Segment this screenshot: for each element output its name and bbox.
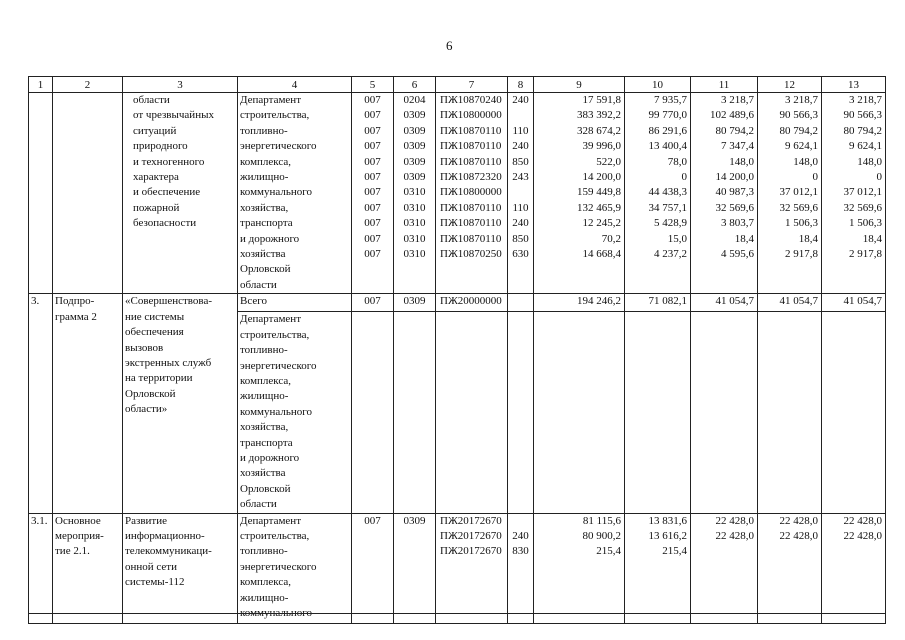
header-cell: 5 bbox=[352, 77, 394, 93]
cell-line: 80 794,2 bbox=[843, 124, 882, 137]
header-cell: 4 bbox=[238, 77, 352, 93]
header-row bbox=[29, 77, 886, 93]
cell-line: ПЖ10800000 bbox=[440, 186, 502, 199]
cell-vr bbox=[508, 93, 534, 294]
cell-line: онной сети bbox=[125, 560, 178, 573]
header-cell: 12 bbox=[758, 77, 822, 93]
header-cell: 8 bbox=[508, 77, 534, 93]
cell-line: 0309 bbox=[403, 171, 426, 184]
cell-line: 9 624,1 bbox=[849, 140, 882, 153]
cell-line: 383 392,2 bbox=[577, 109, 621, 122]
cell-line: системы-112 bbox=[125, 576, 185, 589]
cell-line: 630 bbox=[512, 248, 529, 261]
cell-line: хозяйства, bbox=[240, 421, 289, 434]
cell-year2 bbox=[691, 513, 758, 623]
cell-line: «Совершенствова- bbox=[125, 295, 212, 308]
cell-line: ние системы bbox=[125, 310, 185, 323]
cell-total bbox=[534, 312, 625, 513]
cell-year4 bbox=[822, 312, 886, 513]
cell-line: топливно- bbox=[240, 124, 288, 137]
cell-line: 148,0 bbox=[857, 155, 882, 168]
cell-line: 86 291,6 bbox=[648, 124, 687, 137]
cell-line: 12 245,2 bbox=[582, 217, 621, 230]
cell-line: 007 bbox=[364, 514, 381, 527]
cell-line: 522,0 bbox=[596, 155, 621, 168]
cell-line: 0 bbox=[681, 171, 687, 184]
cell-line: на территории bbox=[125, 372, 193, 385]
cell-line: 81 115,6 bbox=[582, 514, 621, 527]
cell-line: 40 987,3 bbox=[715, 186, 754, 199]
header-cell: 9 bbox=[534, 77, 625, 93]
cell-line: 215,4 bbox=[596, 545, 621, 558]
cell-line: ПЖ10870110 bbox=[440, 155, 502, 168]
cell-csr bbox=[436, 93, 508, 294]
cell-year2 bbox=[691, 312, 758, 513]
cell-line: обеспечения bbox=[125, 326, 184, 339]
budget-table bbox=[28, 76, 886, 624]
cell-line: коммунального bbox=[240, 607, 312, 619]
cell-line: 99 770,0 bbox=[648, 109, 687, 122]
cell-rzpr: 0309 bbox=[394, 294, 436, 312]
cell-line: 007 bbox=[364, 201, 381, 214]
header-cell: 7 bbox=[436, 77, 508, 93]
cell-line: Основное bbox=[55, 514, 101, 527]
cell-line: 34 757,1 bbox=[648, 201, 687, 214]
cell-line: информационно- bbox=[125, 529, 205, 542]
cell-line: транспорта bbox=[240, 217, 293, 230]
cell-line: 240 bbox=[512, 529, 529, 542]
cell-line: 110 bbox=[512, 201, 529, 214]
cell-line: 17 591,8 bbox=[582, 94, 621, 106]
cell-line: 4 237,2 bbox=[654, 248, 687, 261]
cell-line: 7 935,7 bbox=[654, 94, 687, 106]
cell-line: жилищно- bbox=[240, 390, 289, 403]
cell-line: 14 200,0 bbox=[582, 171, 621, 184]
cell-line: 243 bbox=[512, 171, 529, 184]
cell-line: энергетического bbox=[240, 560, 317, 573]
cell-line: 90 566,3 bbox=[843, 109, 882, 122]
cell-total bbox=[534, 93, 625, 294]
cell-line: 7 347,4 bbox=[721, 140, 754, 153]
cell-year2: 41 054,7 bbox=[691, 294, 758, 312]
cell-line: природного bbox=[133, 140, 188, 153]
cell-rzpr bbox=[394, 312, 436, 513]
header-cell: 3 bbox=[123, 77, 238, 93]
cell-total bbox=[534, 513, 625, 623]
header-cell: 11 bbox=[691, 77, 758, 93]
cell-line: 80 794,2 bbox=[779, 124, 818, 137]
cell-line: ситуаций bbox=[133, 124, 177, 137]
cell-program bbox=[53, 513, 123, 623]
cell-line: 39 996,0 bbox=[582, 140, 621, 153]
table-row bbox=[29, 294, 886, 312]
cell-line: ПЖ10870110 bbox=[440, 140, 502, 153]
cell-line: 0 bbox=[812, 171, 818, 184]
cell-line: 3 803,7 bbox=[721, 217, 754, 230]
header-cell: 2 bbox=[53, 77, 123, 93]
cell-line: комплекса, bbox=[240, 155, 292, 168]
cell-line: области bbox=[240, 278, 277, 291]
cell-line: области» bbox=[125, 403, 168, 416]
cell-line: 007 bbox=[364, 186, 381, 199]
cell-line: 44 438,3 bbox=[648, 186, 687, 199]
cell-line: транспорта bbox=[240, 436, 293, 449]
cell-year3 bbox=[758, 312, 822, 513]
cell-line: 22 428,0 bbox=[779, 514, 818, 527]
cell-line: 13 616,2 bbox=[648, 529, 687, 542]
cell-line: области bbox=[133, 94, 170, 106]
cell-line: 159 449,8 bbox=[577, 186, 621, 199]
cell-line: Департамент bbox=[240, 514, 302, 527]
cell-line: 0310 bbox=[403, 248, 426, 261]
cell-line: 80 900,2 bbox=[582, 529, 621, 542]
cell-line: 18,4 bbox=[798, 232, 818, 245]
cell-line: 4 595,6 bbox=[721, 248, 754, 261]
cell-line: 0309 bbox=[403, 109, 426, 122]
cell-title bbox=[123, 294, 238, 513]
cell-line: 830 bbox=[512, 545, 529, 558]
cell-line: хозяйства bbox=[240, 467, 286, 480]
cell-line: комплекса, bbox=[240, 374, 292, 387]
cell-line: характера bbox=[133, 171, 179, 184]
cell-line: 9 624,1 bbox=[785, 140, 818, 153]
cell-line: 240 bbox=[512, 217, 529, 230]
cell-line: 2 917,8 bbox=[785, 248, 818, 261]
cell-line: пожарной bbox=[133, 201, 180, 214]
cell-line: 3 218,7 bbox=[849, 94, 882, 106]
cell-line: 32 569,6 bbox=[843, 201, 882, 214]
cell-line: 110 bbox=[512, 124, 529, 137]
cell-line: Орловской bbox=[240, 482, 291, 495]
cell-line: Развитие bbox=[125, 514, 168, 527]
cell-year1: 71 082,1 bbox=[625, 294, 691, 312]
cell-line: 850 bbox=[512, 155, 529, 168]
cell-line: 1 506,3 bbox=[849, 217, 882, 230]
cell-line: 80 794,2 bbox=[715, 124, 754, 137]
cell-line: 240 bbox=[512, 94, 529, 106]
cell-line: 32 569,6 bbox=[715, 201, 754, 214]
cell-line bbox=[510, 514, 531, 529]
cell-line: 0204 bbox=[403, 94, 426, 106]
cell-line: и техногенного bbox=[133, 155, 205, 168]
cell-line: от чрезвычайных bbox=[133, 109, 214, 122]
cell-line: Орловской bbox=[125, 387, 176, 400]
cell-title bbox=[123, 93, 238, 294]
cell-grbs bbox=[352, 513, 394, 623]
cell-line: 22 428,0 bbox=[843, 529, 882, 542]
cell-year4 bbox=[822, 513, 886, 623]
cell-line: и обеспечение bbox=[133, 186, 201, 199]
header-cell: 6 bbox=[394, 77, 436, 93]
cell-line: телекоммуникаци- bbox=[125, 545, 212, 558]
cell-year1 bbox=[625, 312, 691, 513]
cell-line: вызовов bbox=[125, 341, 164, 354]
cell-line: 0309 bbox=[403, 140, 426, 153]
cell-csr bbox=[436, 513, 508, 623]
cell-line: 007 bbox=[364, 124, 381, 137]
cell-line: 240 bbox=[512, 140, 529, 153]
cell-line: Департамент bbox=[240, 313, 302, 326]
cell-line: 0310 bbox=[403, 186, 426, 199]
cell-line: ПЖ10870110 bbox=[440, 201, 502, 214]
cell-line: 14 200,0 bbox=[715, 171, 754, 184]
cell-year1 bbox=[625, 93, 691, 294]
cell-line: 22 428,0 bbox=[843, 514, 882, 527]
cell-line: ПЖ10870110 bbox=[440, 124, 502, 137]
cell-line: грамма 2 bbox=[55, 310, 97, 323]
cell-line: коммунального bbox=[240, 405, 312, 418]
cell-line: и дорожного bbox=[240, 451, 300, 464]
cell-line: 850 bbox=[512, 232, 529, 245]
header-cell: 13 bbox=[822, 77, 886, 93]
cell-line: ПЖ10870250 bbox=[440, 248, 502, 261]
cell-line: ПЖ10800000 bbox=[440, 109, 502, 122]
cell-line: 37 012,1 bbox=[779, 186, 818, 199]
cell-line: 102 489,6 bbox=[710, 109, 754, 122]
cell-line: 215,4 bbox=[662, 545, 687, 558]
cell-line: 90 566,3 bbox=[779, 109, 818, 122]
table-row bbox=[29, 93, 886, 294]
cell-rzpr bbox=[394, 513, 436, 623]
cell-line: Подпро- bbox=[55, 295, 95, 308]
cell-line: комплекса, bbox=[240, 576, 292, 589]
cell-line bbox=[824, 544, 882, 559]
table-row bbox=[29, 513, 886, 623]
cell-line: тие 2.1. bbox=[55, 545, 90, 558]
cell-line: 0310 bbox=[403, 201, 426, 214]
cell-line: Департамент bbox=[240, 94, 302, 106]
cell-line: 13 831,6 bbox=[648, 514, 687, 527]
cell-rzpr bbox=[394, 93, 436, 294]
cell-executor bbox=[238, 312, 352, 513]
cell-line: 0309 bbox=[403, 514, 426, 527]
cell-line: хозяйства, bbox=[240, 201, 289, 214]
cell-program bbox=[53, 294, 123, 513]
cell-total: 194 246,2 bbox=[534, 294, 625, 312]
cell-vr bbox=[508, 312, 534, 513]
cell-line: области bbox=[240, 498, 277, 511]
cell-line: 5 428,9 bbox=[654, 217, 687, 230]
cell-line: 007 bbox=[364, 232, 381, 245]
cell-line: 148,0 bbox=[729, 155, 754, 168]
header-cell: 10 bbox=[625, 77, 691, 93]
cell-year3 bbox=[758, 513, 822, 623]
cell-number bbox=[29, 93, 53, 294]
cell-line: 18,4 bbox=[734, 232, 754, 245]
cell-line: 14 668,4 bbox=[582, 248, 621, 261]
cell-year4 bbox=[822, 93, 886, 294]
cell-line bbox=[693, 544, 754, 559]
cell-csr: ПЖ20000000 bbox=[436, 294, 508, 312]
cell-vr bbox=[508, 294, 534, 312]
cell-line: экстренных служб bbox=[125, 356, 212, 369]
cell-line: Орловской bbox=[240, 263, 291, 276]
cell-line: 007 bbox=[364, 155, 381, 168]
cell-line bbox=[510, 185, 531, 200]
cell-year4: 41 054,7 bbox=[822, 294, 886, 312]
cell-line bbox=[760, 544, 818, 559]
cell-year2 bbox=[691, 93, 758, 294]
cell-title bbox=[123, 513, 238, 623]
cell-line: 0 bbox=[876, 171, 882, 184]
cell-line: 328 674,2 bbox=[577, 124, 621, 137]
cell-number: 3.1. bbox=[29, 513, 53, 623]
cell-line: 007 bbox=[364, 171, 381, 184]
cell-line: 0310 bbox=[403, 217, 426, 230]
cell-year3 bbox=[758, 93, 822, 294]
cell-line: 70,2 bbox=[601, 232, 621, 245]
cell-line: 13 400,4 bbox=[648, 140, 687, 153]
cell-line: 22 428,0 bbox=[715, 514, 754, 527]
cell-line: 15,0 bbox=[667, 232, 687, 245]
cell-line: ПЖ10872320 bbox=[440, 171, 502, 184]
page-number: 6 bbox=[446, 38, 453, 53]
cell-executor-total: Всего bbox=[238, 294, 352, 312]
cell-line: 0309 bbox=[403, 155, 426, 168]
cell-program bbox=[53, 93, 123, 294]
cell-line: ПЖ10870110 bbox=[440, 232, 502, 245]
cell-grbs bbox=[352, 312, 394, 513]
cell-line: энергетического bbox=[240, 140, 317, 153]
cell-line: топливно- bbox=[240, 545, 288, 558]
cell-line: 1 506,3 bbox=[785, 217, 818, 230]
cell-line: строительства, bbox=[240, 328, 310, 341]
cell-line: 32 569,6 bbox=[779, 201, 818, 214]
cell-line: 007 bbox=[364, 109, 381, 122]
cell-line: жилищно- bbox=[240, 591, 289, 604]
cell-executor bbox=[238, 513, 352, 623]
header-cell: 1 bbox=[29, 77, 53, 93]
cell-line: ПЖ10870110 bbox=[440, 217, 502, 230]
cell-line: мероприя- bbox=[55, 529, 104, 542]
cell-line: 007 bbox=[364, 140, 381, 153]
cell-line: 18,4 bbox=[862, 232, 882, 245]
cell-line: жилищно- bbox=[240, 171, 289, 184]
cell-line: хозяйства bbox=[240, 248, 286, 261]
cell-line: ПЖ20172670 bbox=[440, 514, 502, 527]
cell-line: 0309 bbox=[403, 124, 426, 137]
cell-vr bbox=[508, 513, 534, 623]
cell-line bbox=[510, 108, 531, 123]
cell-line: 37 012,1 bbox=[843, 186, 882, 199]
cell-line: ПЖ20172670 bbox=[440, 529, 502, 542]
cell-line: энергетического bbox=[240, 359, 317, 372]
cell-executor bbox=[238, 93, 352, 294]
cell-line: 0310 bbox=[403, 232, 426, 245]
cell-line: 3 218,7 bbox=[721, 94, 754, 106]
cell-line: безопасности bbox=[133, 217, 197, 230]
cell-line: 3 218,7 bbox=[785, 94, 818, 106]
cell-line: 132 465,9 bbox=[577, 201, 621, 214]
cell-year3: 41 054,7 bbox=[758, 294, 822, 312]
cell-line: топливно- bbox=[240, 344, 288, 357]
cell-line: 148,0 bbox=[793, 155, 818, 168]
cell-grbs bbox=[352, 93, 394, 294]
cell-line: коммунального bbox=[240, 186, 312, 199]
cell-line: 2 917,8 bbox=[849, 248, 882, 261]
cell-line: 22 428,0 bbox=[715, 529, 754, 542]
cell-line: 007 bbox=[364, 217, 381, 230]
cell-grbs: 007 bbox=[352, 294, 394, 312]
cell-line: 22 428,0 bbox=[779, 529, 818, 542]
page-bottom-rule bbox=[28, 613, 885, 614]
cell-line: и дорожного bbox=[240, 232, 300, 245]
cell-line: ПЖ20172670 bbox=[440, 545, 502, 558]
cell-line: строительства, bbox=[240, 109, 310, 122]
cell-number: 3. bbox=[29, 294, 53, 513]
cell-csr bbox=[436, 312, 508, 513]
cell-line: строительства, bbox=[240, 529, 310, 542]
cell-line: 78,0 bbox=[667, 155, 687, 168]
cell-line: ПЖ10870240 bbox=[440, 94, 502, 106]
cell-line: 007 bbox=[364, 248, 381, 261]
cell-year1 bbox=[625, 513, 691, 623]
cell-line: 007 bbox=[364, 94, 381, 106]
